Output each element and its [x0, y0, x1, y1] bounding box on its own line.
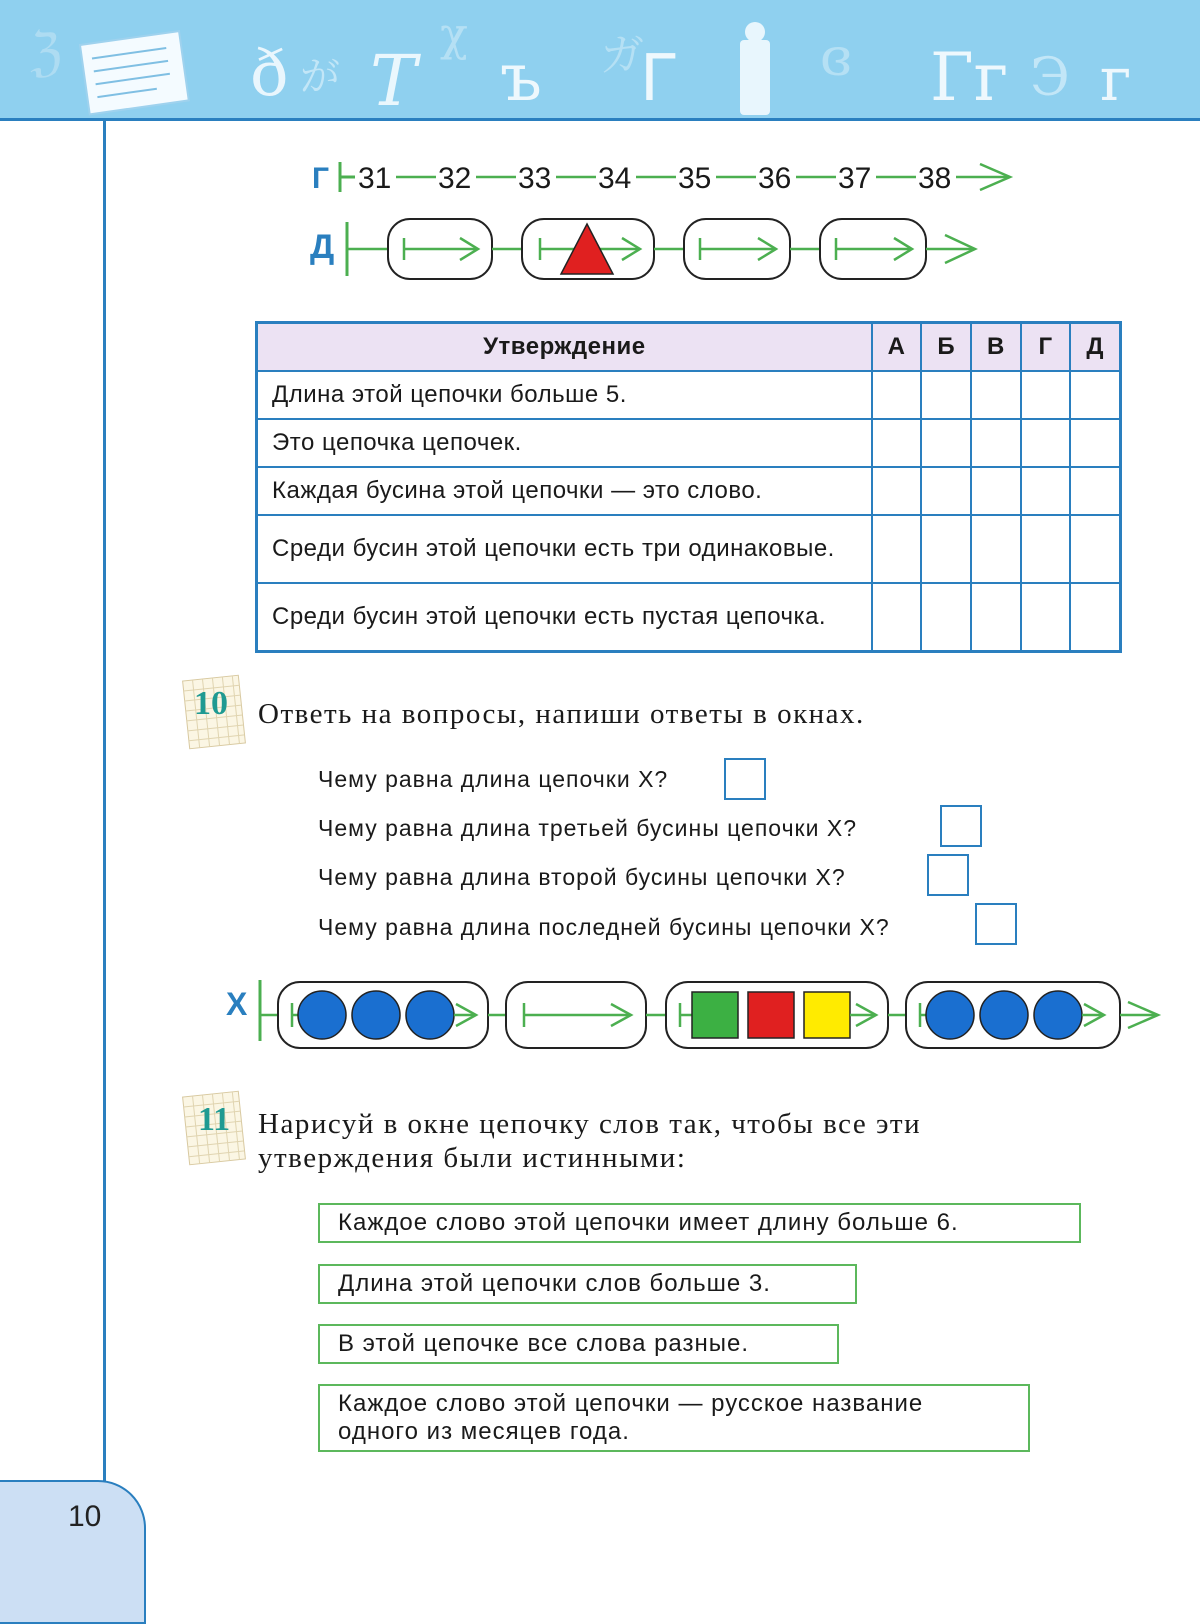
table-claim: Длина этой цепочки больше 5. [257, 371, 872, 419]
blue-circle [298, 991, 346, 1039]
answer-cell[interactable] [921, 467, 971, 515]
rule-3: В этой цепочке все слова разные. [318, 1324, 839, 1364]
answer-cell[interactable] [921, 583, 971, 652]
task-11-title-line1: Нарисуй в окне цепочку слов так, чтобы все эти [258, 1108, 922, 1140]
chain-g-number: 33 [518, 162, 552, 195]
table-claim: Это цепочка цепочек. [257, 419, 872, 467]
task-10-title: Ответь на вопросы, напиши ответы в окнах. [258, 698, 865, 730]
blue-circle [406, 991, 454, 1039]
table-claim: Каждая бусина этой цепочки — это слово. [257, 467, 872, 515]
chain-g-number: 35 [678, 162, 712, 195]
answer-cell[interactable] [1070, 467, 1120, 515]
answer-box-3[interactable] [927, 854, 969, 896]
table-col-g: Г [1021, 323, 1071, 372]
task-11-number: 11 [198, 1101, 231, 1138]
header-banner [0, 0, 1200, 121]
table-col-b: Б [921, 323, 971, 372]
svg-text:ℨ: ℨ [30, 23, 63, 83]
chain-g-number: 37 [838, 162, 872, 195]
task-10-icon [180, 672, 248, 750]
svg-text:ɞ: ɞ [820, 28, 852, 88]
answer-cell[interactable] [1070, 583, 1120, 652]
rule-1: Каждое слово этой цепочки имеет длину больше 6. [318, 1203, 1081, 1243]
table-col-d: Д [1070, 323, 1120, 372]
yellow-square [804, 992, 850, 1038]
chain-g-number: 32 [438, 162, 472, 195]
svg-text:T: T [370, 40, 417, 118]
answer-cell[interactable] [971, 583, 1021, 652]
answer-cell[interactable] [921, 419, 971, 467]
margin-line [103, 118, 106, 1498]
question-4: Чему равна длина последней бусины цепочки X? [318, 914, 890, 940]
answer-cell[interactable] [1021, 371, 1071, 419]
svg-text:г: г [1100, 45, 1132, 115]
chain-g-number: 34 [598, 162, 632, 195]
red-square [748, 992, 794, 1038]
answer-cell[interactable] [872, 371, 922, 419]
answer-cell[interactable] [971, 419, 1021, 467]
blue-circle [926, 991, 974, 1039]
task-10-number: 10 [194, 685, 228, 722]
svg-text:ð: ð [250, 37, 289, 111]
chain-g-label: Г [312, 162, 330, 195]
answer-cell[interactable] [921, 371, 971, 419]
svg-text:Г: Г [640, 42, 680, 116]
green-square [692, 992, 738, 1038]
table-row [257, 371, 1121, 419]
answer-cell[interactable] [872, 515, 922, 583]
answer-cell[interactable] [971, 371, 1021, 419]
chain-x [226, 975, 1166, 1065]
answer-cell[interactable] [1021, 583, 1071, 652]
table-col-a: А [872, 323, 922, 372]
svg-text:Гг: Гг [930, 39, 1009, 116]
table-row [257, 583, 1121, 652]
answer-cell[interactable] [921, 515, 971, 583]
answer-cell[interactable] [1021, 419, 1071, 467]
blue-circle [352, 991, 400, 1039]
task-11-title-line2: утверждения были истинными: [258, 1142, 687, 1174]
answer-cell[interactable] [872, 419, 922, 467]
chain-g-number: 38 [918, 162, 952, 195]
answer-box-2[interactable] [940, 805, 982, 847]
chain-g-number: 31 [358, 162, 392, 195]
answer-cell[interactable] [1070, 371, 1120, 419]
answer-cell[interactable] [872, 467, 922, 515]
answer-cell[interactable] [1070, 515, 1120, 583]
blue-circle [1034, 991, 1082, 1039]
chain-d-label: Д [310, 228, 335, 266]
svg-text:が: が [300, 54, 340, 100]
chains-g-d [300, 150, 1020, 300]
header-decoration [0, 0, 1200, 118]
task-11-title [258, 1107, 921, 1175]
table-row [257, 515, 1121, 583]
chain-x-label: Х [226, 986, 248, 1022]
table-header-claim: Утверждение [257, 323, 872, 372]
answer-cell[interactable] [971, 467, 1021, 515]
question-1: Чему равна длина цепочки X? [318, 766, 669, 792]
rule-2: Длина этой цепочки слов больше 3. [318, 1264, 857, 1304]
table-col-v: В [971, 323, 1021, 372]
question-2: Чему равна длина третьей бусины цепочки X? [318, 815, 857, 841]
answer-cell[interactable] [971, 515, 1021, 583]
answer-cell[interactable] [1021, 515, 1071, 583]
blue-circle [980, 991, 1028, 1039]
chain-g-number: 36 [758, 162, 792, 195]
claims-table [255, 321, 1122, 653]
answer-cell[interactable] [1070, 419, 1120, 467]
svg-text:χ: χ [440, 7, 468, 61]
task-11-icon [180, 1088, 248, 1166]
svg-text:Э: Э [1030, 48, 1070, 108]
page-number: 10 [68, 1500, 102, 1533]
rule-4: Каждое слово этой цепочки — русское название одного из месяцев года. [318, 1384, 1030, 1452]
table-claim: Среди бусин этой цепочки есть пустая цепочка. [257, 583, 872, 652]
answer-box-1[interactable] [724, 758, 766, 800]
answer-cell[interactable] [872, 583, 922, 652]
svg-text:ъ: ъ [500, 39, 542, 116]
table-claim: Среди бусин этой цепочки есть три одинаковые. [257, 515, 872, 583]
table-row [257, 419, 1121, 467]
answer-cell[interactable] [1021, 467, 1071, 515]
question-3: Чему равна длина второй бусины цепочки X? [318, 864, 846, 890]
svg-text:ガ: ガ [600, 30, 644, 81]
answer-box-4[interactable] [975, 903, 1017, 945]
table-row [257, 467, 1121, 515]
